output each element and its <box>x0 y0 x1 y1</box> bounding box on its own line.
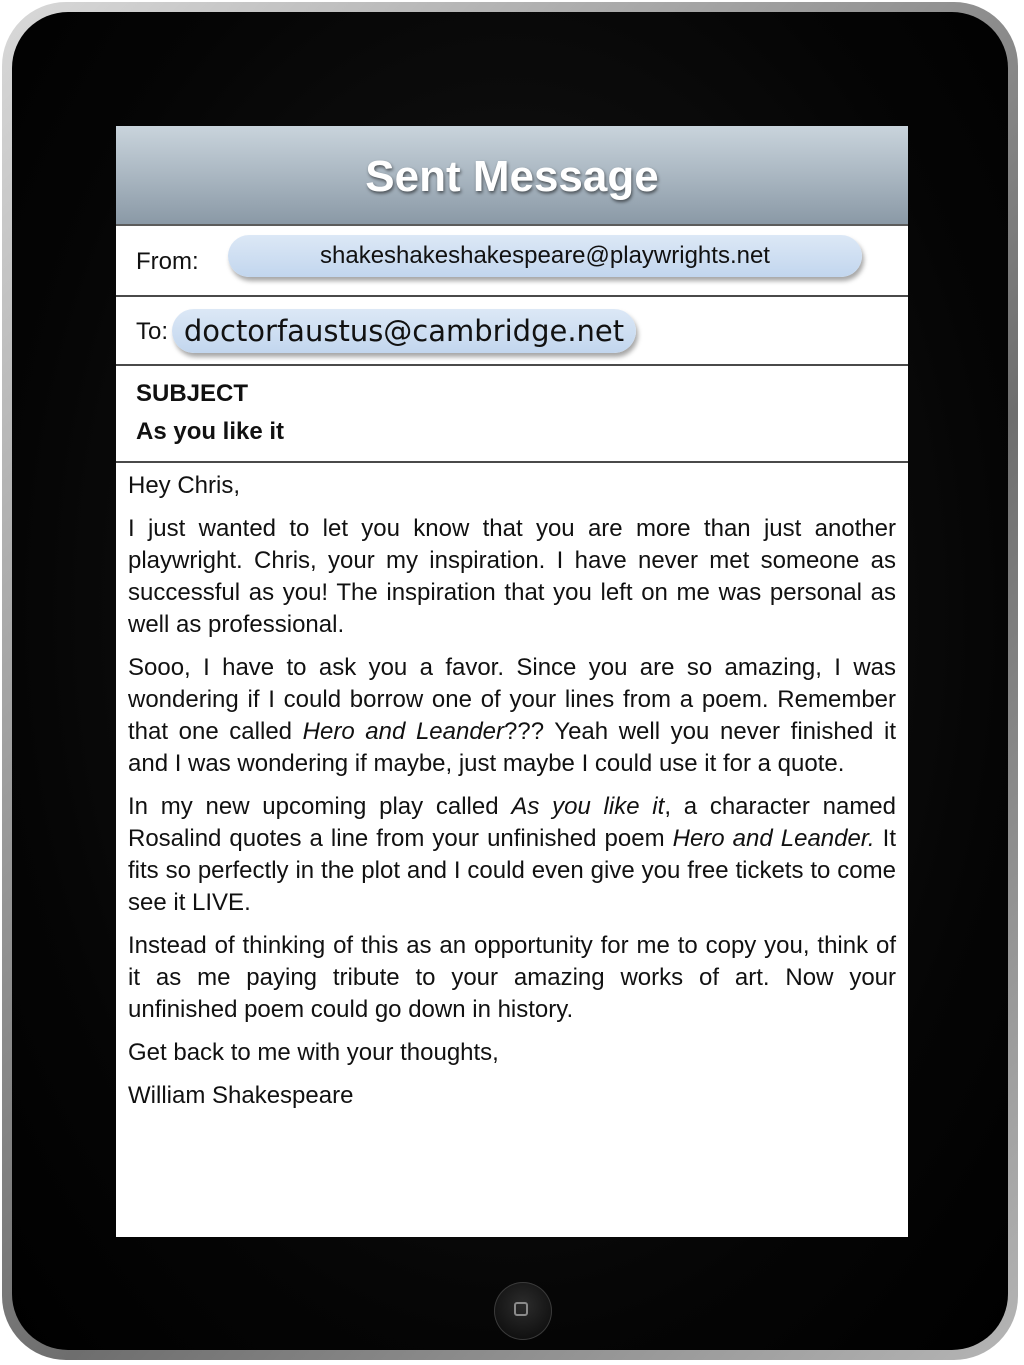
body-paragraph-1: I just wanted to let you know that you are more than just another playwright. Chris, your my inspiration. I have never met someone as successful as you! The inspiration that you left on me was personal as well as professional. <box>128 515 896 638</box>
p2-text-a: Sooo, I have to ask you a favor. Since you are so amazing, I was wondering if I could borrow one of your lines from a poem. Remember that one called <box>128 654 896 745</box>
p3-play-title: As you like it <box>511 793 665 820</box>
subject-label: SUBJECT <box>136 380 249 407</box>
home-square-icon <box>514 1302 528 1316</box>
message-body <box>128 470 896 1123</box>
p3-poem-title: Hero and Leander. <box>672 825 875 852</box>
p2-text-c: ??? Yeah well you never finished it and I was wondering if maybe, just maybe I could use it for a quote. <box>128 718 896 777</box>
body-paragraph-2 <box>128 652 896 780</box>
closing-line: Get back to me with your thoughts, <box>128 1039 499 1066</box>
from-row <box>116 227 908 297</box>
p3-text-e: It fits so perfectly in the plot and I could even give you free tickets to come see it LIVE. <box>128 825 896 916</box>
to-address-pill[interactable]: doctorfaustus@cambridge.net <box>172 309 636 353</box>
from-label: From: <box>136 248 199 275</box>
home-button[interactable] <box>494 1282 552 1340</box>
screen-title: Sent Message <box>365 152 659 201</box>
signature: William Shakespeare <box>128 1082 354 1109</box>
greeting: Hey Chris, <box>128 472 241 499</box>
from-address-pill[interactable]: shakeshakeshakespeare@playwrights.net <box>228 235 862 277</box>
title-bar <box>116 126 908 226</box>
to-label: To: <box>136 318 169 345</box>
p3-text-a: In my new upcoming play called <box>128 793 512 820</box>
email-screen <box>116 126 908 1237</box>
subject-row <box>116 366 908 463</box>
body-paragraph-4: Instead of thinking of this as an opportunity for me to copy you, think of it as me paying tribute to your amazing works of art. Now your unfinished poem could go down in history. <box>128 932 896 1023</box>
p2-poem-title: Hero and Leander <box>302 718 505 745</box>
subject-value: As you like it <box>136 418 285 445</box>
to-row <box>116 297 908 366</box>
p3-text-c: , a character named Rosalind quotes a line from your unfinished poem <box>128 793 897 852</box>
body-paragraph-3 <box>128 791 896 919</box>
